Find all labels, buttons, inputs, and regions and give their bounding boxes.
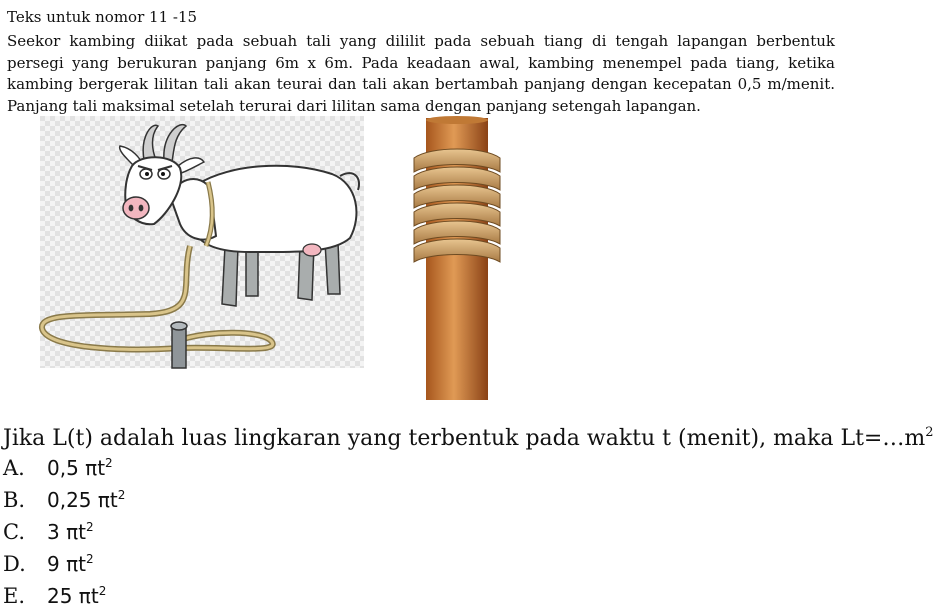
stake-icon: [171, 322, 187, 368]
option-value: 25 $\pi t^2$: [47, 584, 107, 608]
goat-illustration: [40, 116, 364, 368]
option-letter: B.: [3, 488, 26, 512]
option-value: 9 $\pi t^2$: [47, 552, 94, 576]
option-d[interactable]: [3, 548, 125, 580]
option-letter: E.: [3, 584, 26, 608]
option-letter: C.: [3, 520, 25, 544]
option-value: 0,25 $\pi t^2$: [47, 488, 126, 512]
goat-nose: [123, 197, 149, 219]
answer-options: [3, 452, 125, 612]
option-value: 0,5 $\pi t^2$: [47, 456, 113, 480]
question-text: Jika L(t) adalah luas lingkaran yang terbentuk pada waktu t (menit), maka $Lt=\dots m^2$: [3, 425, 934, 451]
question-unit-exponent: 2: [925, 425, 934, 440]
goat-body: [192, 166, 356, 252]
problem-passage: Seekor kambing diikat pada sebuah tali yang dililit pada sebuah tiang di tengah lapangan berbentuk persegi yang berukuran panjang 6m x 6m. Pada keadaan awal, kambing menempel pada tiang, ketika kambing bergerak lilitan tali akan teurai dan tali akan bertambah panjang dengan kecepatan 0,5 m/menit. Panjang tali maksimal setelah terurai dari lilitan sama dengan panjang setengah lapangan.: [7, 32, 835, 115]
option-letter: D.: [3, 552, 26, 576]
pole-illustration: [410, 116, 502, 400]
option-a[interactable]: [3, 452, 125, 484]
option-e[interactable]: [3, 580, 125, 612]
option-letter: A.: [3, 456, 25, 480]
option-b[interactable]: [3, 484, 125, 516]
intro-title: Teks untuk nomor 11 -15: [7, 8, 198, 26]
option-value: 3 $\pi t^2$: [47, 520, 94, 544]
goat-udder: [303, 244, 321, 256]
option-c[interactable]: [3, 516, 125, 548]
